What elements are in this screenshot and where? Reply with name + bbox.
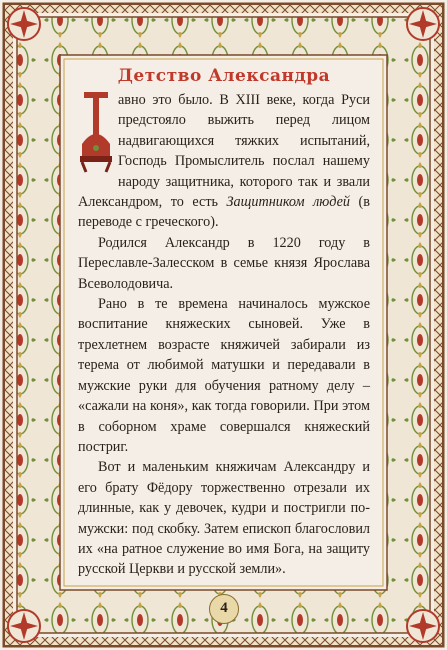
corner-ornament-top-left [8,8,40,40]
paragraph-3: Рано в те времена начиналось мужское воспитание княжеских сыновей. Уже в трехлетнем возрасте княжичей забирали из терема от любимой матушки и передавали в мужские руки для обучения ратному делу – «сажали на коня», как тогда говорили. При этом в соборном храме совершался княжеский постриг. [78,296,370,455]
dropcap-char: Д [95,140,97,141]
page-content [78,62,370,582]
paragraph-1-text-a: авно это было. В XIII веке, когда Руси предстояло выжить перед лицом надвигающихся тяжких испытаний, Господь Промыслитель послал нашему народу защитника, которого так и звали Александром, то есть [78,92,370,211]
paragraph-2: Родился Александр в 1220 году в Переславле-Залесском в семье князя Ярослава Всеволодовича. [78,234,370,292]
paragraph-1 [78,90,370,233]
page-number: 4 [209,594,239,624]
corner-ornament-top-right [407,8,439,40]
corner-ornament-bottom-right [407,610,439,642]
paragraph-1-text-b: (в переводе с греческого). [78,194,370,231]
paragraph-1-emphasis: Защитником людей [226,194,351,211]
dropcap-letter [78,90,114,174]
corner-ornament-bottom-left [8,610,40,642]
chapter-title: Детство Александра [117,66,331,86]
paragraph-4: Вот и маленьким княжичам Александру и его брату Фёдору торжественно отрезали их длинные, как у девочек, кудри и постригли по-мужски: под скобку. Затем епископ благословил их «на ратное служение во имя Бога, на защиту русской Церкви и русской земли». [78,459,370,578]
